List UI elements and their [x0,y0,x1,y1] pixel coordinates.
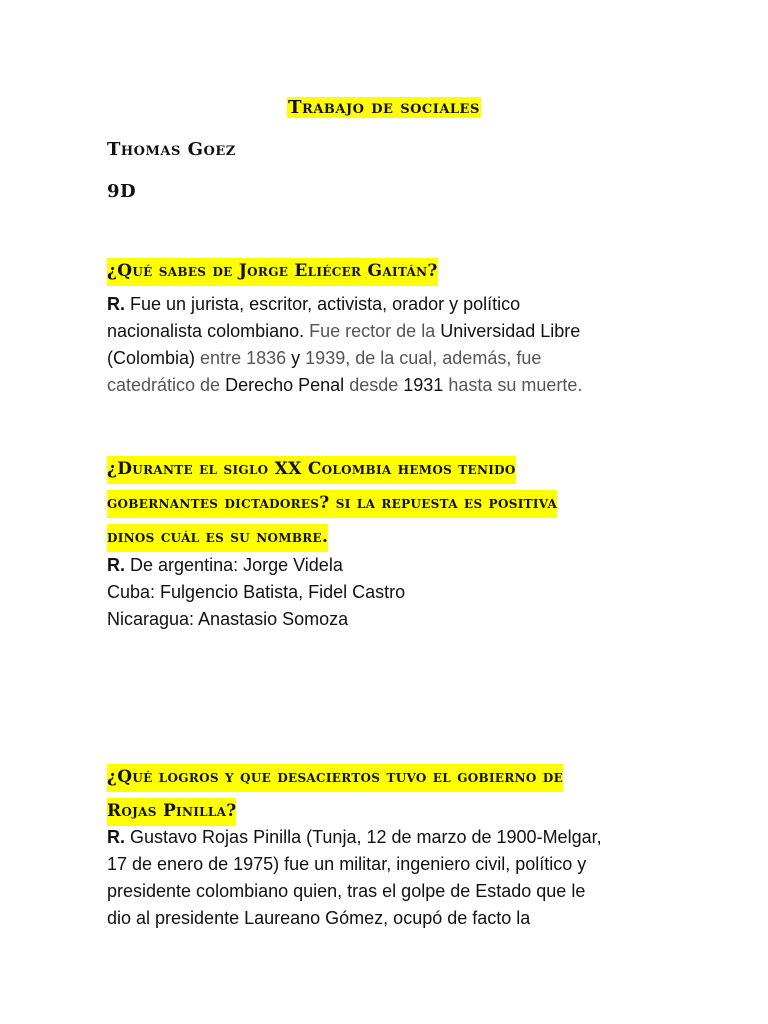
answer-1-line-2 [107,318,667,345]
answer-1-line-4 [107,372,667,399]
answer-2-text: De argentina: Jorge Videla [130,555,343,575]
document-title-row [0,96,768,120]
answer-label: R. [107,827,125,847]
answer-1-fragment: 1836 [246,348,287,368]
answer-1-fragment: catedrático de [107,375,221,395]
answer-1-fragment: 1939, [305,348,351,368]
answer-1-line-1 [107,291,667,318]
answer-1-fragment: de la cual, además, fue [355,348,542,368]
answer-3-line-1 [107,824,667,851]
answer-1-fragment: nacionalista colombiano. [107,321,305,341]
author-name: Thomas Goez [107,139,236,160]
answer-1-fragment: Fue rector de la [309,321,436,341]
answer-3 [107,824,667,932]
question-2 [107,452,667,554]
answer-3-text: Gustavo Rojas Pinilla (Tunja, 12 de marzo de 1900-Melgar, [130,827,602,847]
question-2-line-3: dinos cuál es su nombre. [107,524,328,552]
answer-label: R. [107,294,125,314]
answer-1-fragment: hasta su muerte. [448,375,583,395]
question-2-line-2: gobernantes dictadores? si la repuesta es positiva [107,490,557,518]
answer-3-line-3: presidente colombiano quien, tras el golpe de Estado que le [107,881,586,901]
answer-2-line-1 [107,552,667,579]
question-3-line-1: ¿Qué logros y que desaciertos tuvo el gobierno de [107,764,563,792]
answer-1-fragment: Universidad Libre [440,321,581,341]
answer-1-line-3 [107,345,667,372]
answer-1-fragment: entre [200,348,242,368]
answer-3-line-4: dio al presidente Laureano Gómez, ocupó de facto la [107,908,531,928]
answer-3-line-2: 17 de enero de 1975) fue un militar, ingeniero civil, político y [107,854,587,874]
answer-1-text: Fue un jurista, escritor, activista, orador y político [130,294,521,314]
answer-1-fragment: y [291,348,301,368]
answer-label: R. [107,555,125,575]
answer-1 [107,291,667,399]
answer-2-line-3: Nicaragua: Anastasio Somoza [107,609,349,629]
answer-1-fragment: 1931 [403,375,444,395]
question-1 [107,254,667,288]
grade-label: 9D [107,181,137,202]
answer-2-line-2: Cuba: Fulgencio Batista, Fidel Castro [107,582,406,602]
question-3-line-2: Rojas Pinilla? [107,798,236,826]
question-3 [107,760,667,828]
answer-2 [107,552,667,633]
answer-1-fragment: desde [349,375,399,395]
answer-1-fragment: Derecho Penal [225,375,345,395]
answer-1-fragment: (Colombia) [107,348,196,368]
question-2-line-1: ¿Durante el siglo XX Colombia hemos tenido [107,456,516,484]
question-1-text: ¿Qué sabes de Jorge Eliécer Gaitán? [107,258,438,286]
document-title: Trabajo de sociales [288,97,480,118]
